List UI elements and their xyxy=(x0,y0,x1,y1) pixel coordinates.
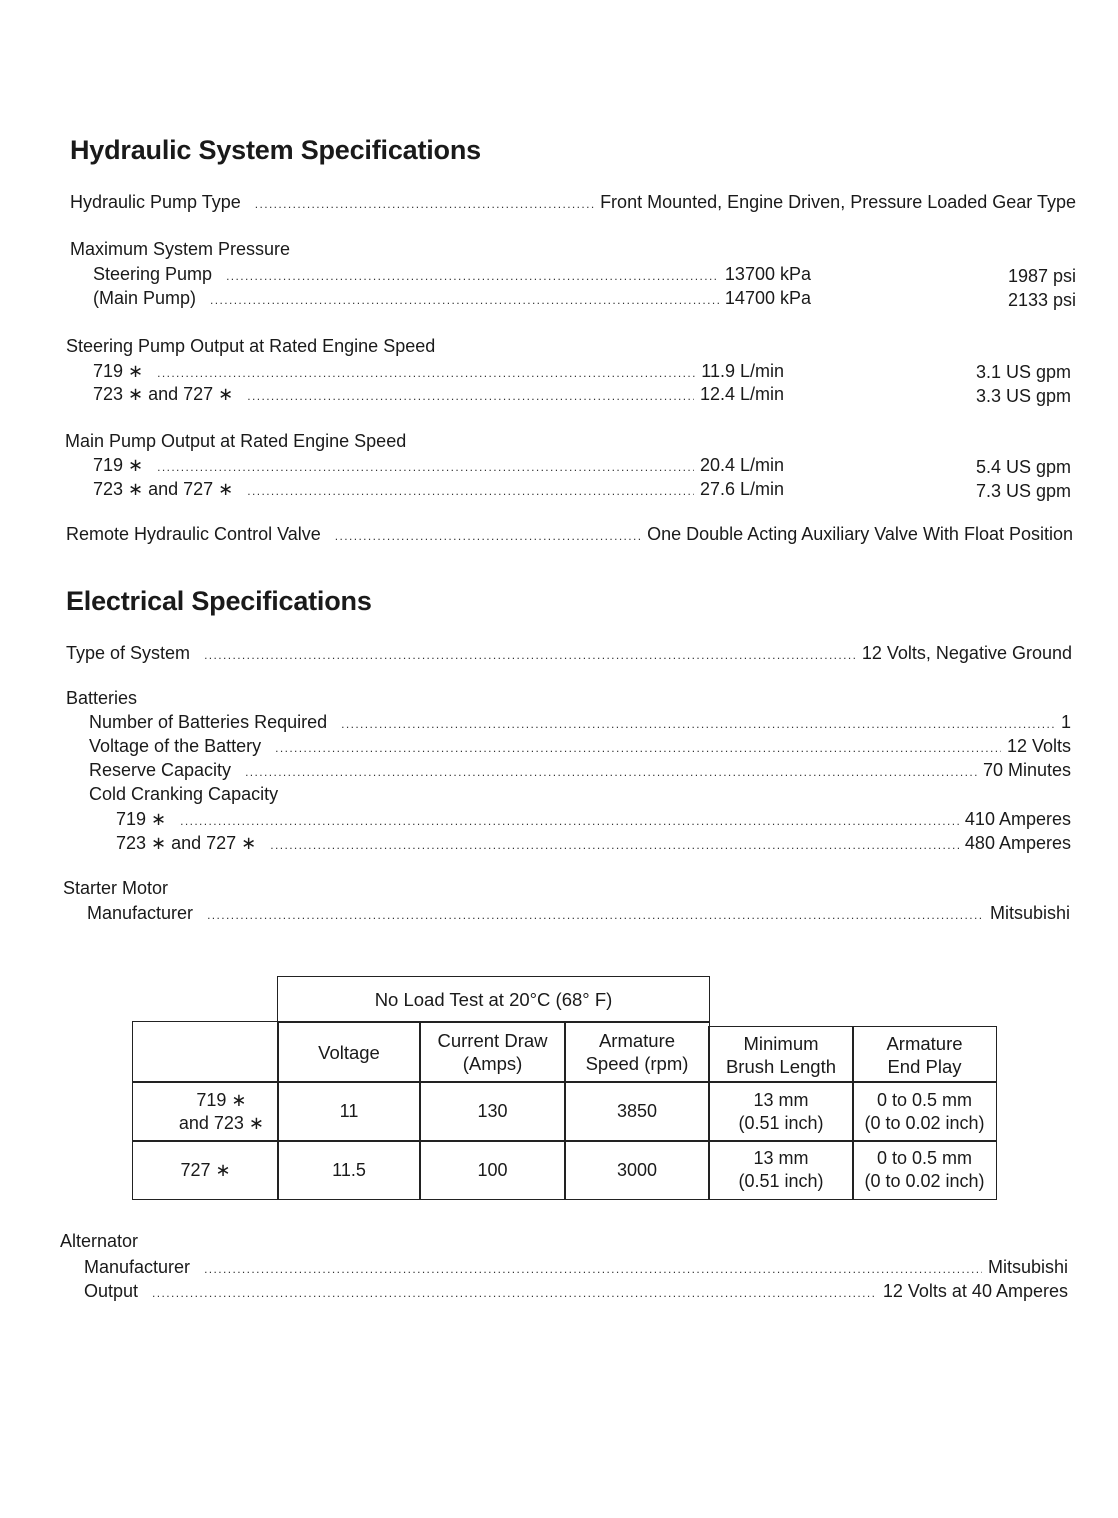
starter-mfr-value: Mitsubishi xyxy=(989,903,1070,923)
steering-pump-kpa: 13700 kPa xyxy=(724,264,811,284)
cc-719-row xyxy=(116,807,1071,831)
so-719-label: 719 ∗ xyxy=(93,361,144,381)
electrical-title: Electrical Specifications xyxy=(66,586,372,616)
leader-dots xyxy=(270,833,959,857)
row2-brush: 13 mm (0.51 inch) xyxy=(708,1140,854,1200)
row1-speed: 3850 xyxy=(564,1081,710,1142)
reserve-capacity-label: Reserve Capacity xyxy=(89,760,232,780)
so-723-label: 723 ∗ and 727 ∗ xyxy=(93,384,234,404)
row2-endplay: 0 to 0.5 mm (0 to 0.02 inch) xyxy=(852,1140,997,1200)
row2-voltage: 11.5 xyxy=(277,1140,421,1200)
row1-endplay: 0 to 0.5 mm (0 to 0.02 inch) xyxy=(852,1081,997,1142)
main-pump-psi: 2133 psi xyxy=(1007,290,1076,310)
alt-output-value: 12 Volts at 40 Amperes xyxy=(882,1281,1068,1301)
remote-valve-row xyxy=(66,522,1073,546)
leader-dots xyxy=(341,712,1055,736)
alt-mfr-value: Mitsubishi xyxy=(987,1257,1068,1277)
mo-723-gpm: 7.3 US gpm xyxy=(975,481,1071,501)
row1-voltage: 11 xyxy=(277,1081,421,1142)
row1-current: 130 xyxy=(419,1081,566,1142)
so-719-lmin: 11.9 L/min xyxy=(701,361,784,381)
leader-dots xyxy=(247,384,694,408)
max-pressure-heading: Maximum System Pressure xyxy=(70,239,291,259)
mo-719-lmin: 20.4 L/min xyxy=(699,455,784,475)
col-header-voltage: Voltage xyxy=(277,1021,421,1083)
row1-brush: 13 mm (0.51 inch) xyxy=(708,1081,854,1142)
so-719-row xyxy=(93,359,784,383)
alt-mfr-label: Manufacturer xyxy=(84,1257,191,1277)
mo-719-gpm: 5.4 US gpm xyxy=(975,457,1071,477)
mo-719-label: 719 ∗ xyxy=(93,455,144,475)
alt-output-row xyxy=(84,1279,1068,1303)
cc-719-label: 719 ∗ xyxy=(116,809,167,829)
row2-current: 100 xyxy=(419,1140,566,1200)
starter-mfr-label: Manufacturer xyxy=(87,903,194,923)
alt-output-label: Output xyxy=(84,1281,139,1301)
cc-723-label: 723 ∗ and 727 ∗ xyxy=(116,833,257,853)
leader-dots xyxy=(152,1281,877,1305)
cc-723-row xyxy=(116,831,1071,855)
so-723-gpm: 3.3 US gpm xyxy=(975,386,1071,406)
num-batteries-label: Number of Batteries Required xyxy=(89,712,328,732)
system-type-row xyxy=(66,641,1072,665)
main-pump-row xyxy=(93,286,811,310)
steering-pump-label: Steering Pump xyxy=(93,264,213,284)
num-batteries-value: 1 xyxy=(1060,712,1071,732)
main-pump-kpa: 14700 kPa xyxy=(724,288,811,308)
col-header-brush: Minimum Brush Length xyxy=(708,1026,854,1083)
leader-dots xyxy=(275,736,1001,760)
so-723-row xyxy=(93,382,784,406)
table-corner-cell xyxy=(132,1021,279,1083)
cc-719-value: 410 Amperes xyxy=(964,809,1071,829)
leader-dots xyxy=(180,809,959,833)
leader-dots xyxy=(204,1257,982,1281)
remote-valve-label: Remote Hydraulic Control Valve xyxy=(66,524,321,544)
battery-voltage-value: 12 Volts xyxy=(1006,736,1071,756)
leader-dots xyxy=(247,479,694,503)
col-header-current: Current Draw (Amps) xyxy=(419,1021,566,1083)
starter-heading: Starter Motor xyxy=(63,878,169,898)
alternator-heading: Alternator xyxy=(60,1231,139,1251)
battery-voltage-label: Voltage of the Battery xyxy=(89,736,262,756)
mo-719-row xyxy=(93,453,784,477)
system-type-value: 12 Volts, Negative Ground xyxy=(861,643,1072,663)
row1-model: 719 ∗ and 723 ∗ xyxy=(132,1081,279,1142)
leader-dots xyxy=(226,264,719,288)
alt-mfr-row xyxy=(84,1255,1068,1279)
leader-dots xyxy=(157,455,694,479)
so-719-gpm: 3.1 US gpm xyxy=(975,362,1071,382)
row2-speed: 3000 xyxy=(564,1140,710,1200)
mo-723-label: 723 ∗ and 727 ∗ xyxy=(93,479,234,499)
leader-dots xyxy=(204,643,856,667)
reserve-capacity-row xyxy=(89,758,1071,782)
steering-pump-row xyxy=(93,262,811,286)
pump-type-row xyxy=(70,190,1076,214)
pump-type-label: Hydraulic Pump Type xyxy=(70,192,241,212)
batteries-heading: Batteries xyxy=(66,688,138,708)
system-type-label: Type of System xyxy=(66,643,191,663)
steering-pump-psi: 1987 psi xyxy=(1007,266,1076,286)
leader-dots xyxy=(210,288,719,312)
cc-723-value: 480 Amperes xyxy=(964,833,1071,853)
main-output-heading: Main Pump Output at Rated Engine Speed xyxy=(65,431,407,451)
reserve-capacity-value: 70 Minutes xyxy=(982,760,1071,780)
table-group-header: No Load Test at 20°C (68° F) xyxy=(277,976,710,1023)
cranking-heading: Cold Cranking Capacity xyxy=(89,784,279,804)
so-723-lmin: 12.4 L/min xyxy=(699,384,784,404)
leader-dots xyxy=(255,192,594,216)
mo-723-lmin: 27.6 L/min xyxy=(699,479,784,499)
main-pump-label: (Main Pump) xyxy=(93,288,197,308)
leader-dots xyxy=(245,760,977,784)
battery-voltage-row xyxy=(89,734,1071,758)
col-header-speed: Armature Speed (rpm) xyxy=(564,1021,710,1083)
hydraulic-title: Hydraulic System Specifications xyxy=(70,135,481,165)
num-batteries-row xyxy=(89,710,1071,734)
pump-type-value: Front Mounted, Engine Driven, Pressure Loaded Gear Type xyxy=(600,192,1076,212)
col-header-endplay: Armature End Play xyxy=(852,1026,997,1083)
leader-dots xyxy=(335,524,641,548)
steering-output-heading: Steering Pump Output at Rated Engine Speed xyxy=(66,336,436,356)
starter-mfr-row xyxy=(87,901,1070,925)
row2-model: 727 ∗ xyxy=(132,1140,279,1200)
mo-723-row xyxy=(93,477,784,501)
remote-valve-value: One Double Acting Auxiliary Valve With Float Position xyxy=(647,524,1073,544)
leader-dots xyxy=(207,903,984,927)
